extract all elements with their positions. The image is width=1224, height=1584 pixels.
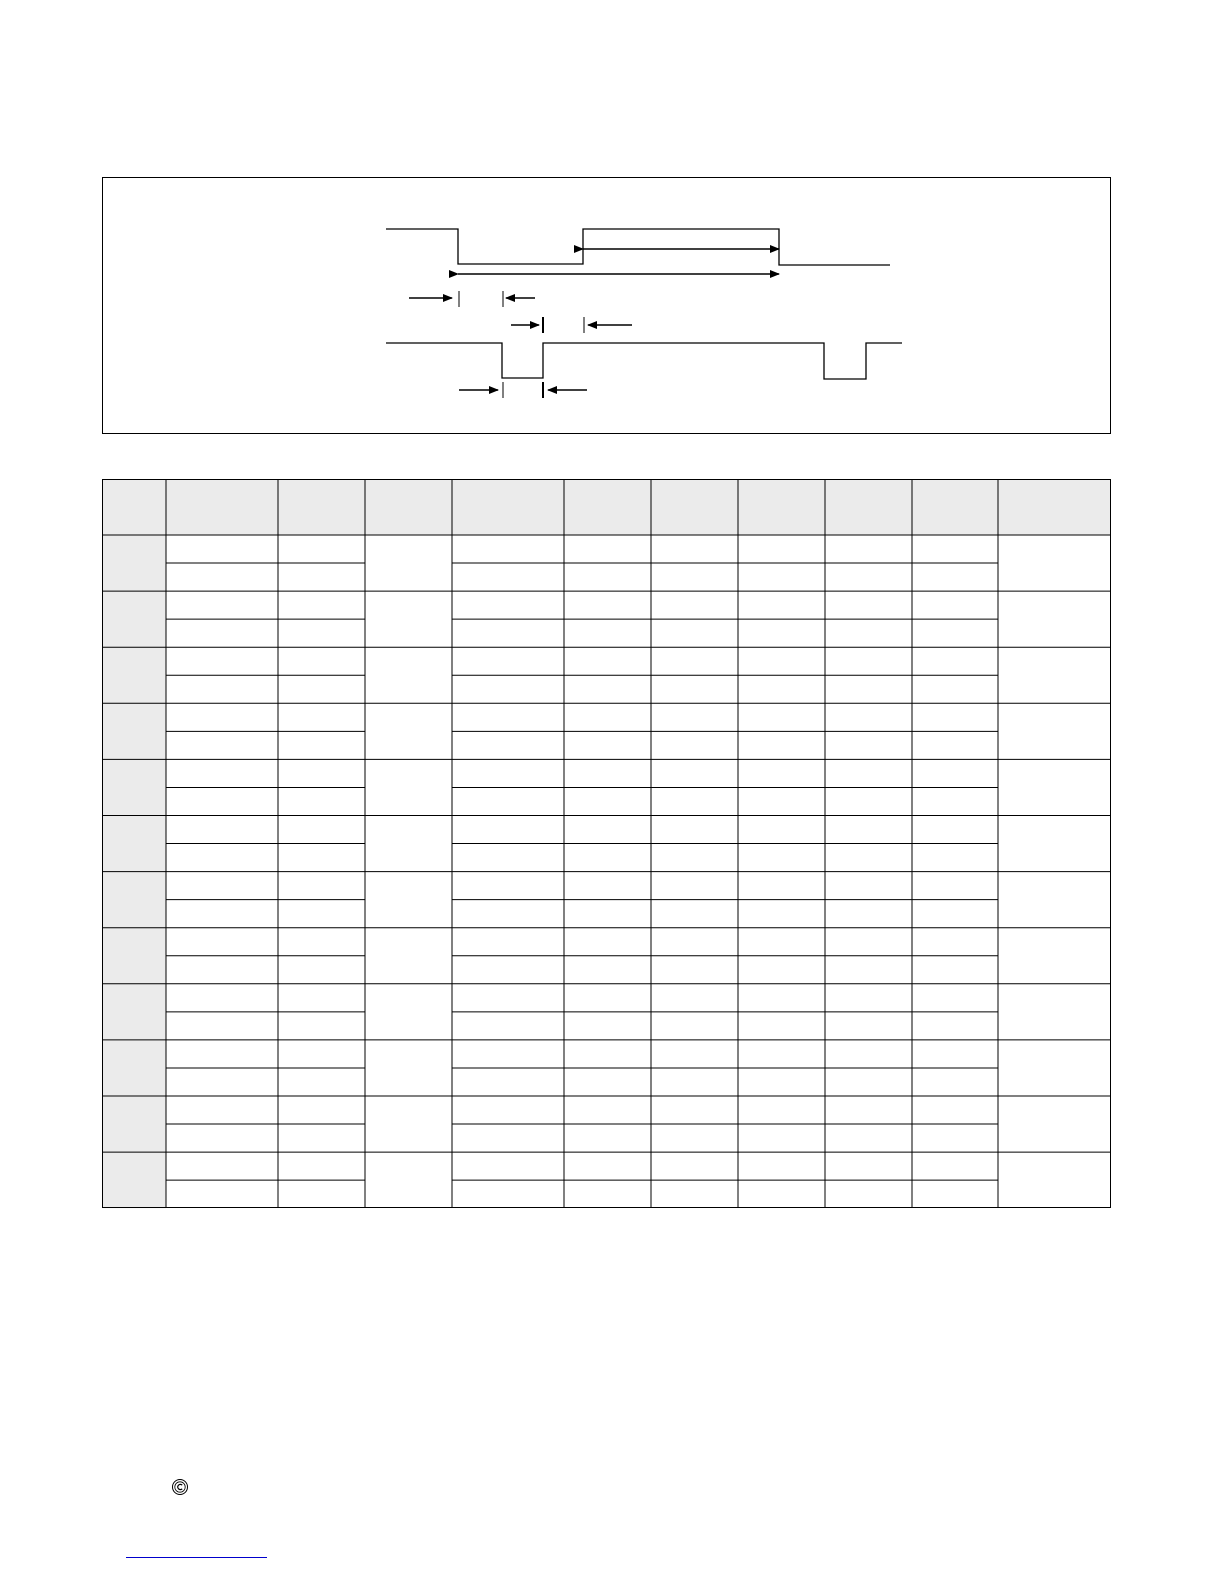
edge-delay-marker-2 — [511, 317, 632, 333]
copyright-icon — [170, 1477, 190, 1497]
edge-delay-marker-1 — [409, 291, 535, 307]
row-group-label-cell — [103, 647, 167, 703]
row-group-label-cell — [103, 591, 167, 647]
row-group-label-cell — [103, 816, 167, 872]
row-group-label-cell — [103, 1152, 167, 1208]
data-table — [102, 479, 1112, 1209]
diagram-frame — [103, 178, 1111, 434]
row-group-label-cell — [103, 928, 167, 984]
row-group-label-cell — [103, 984, 167, 1040]
row-group-label-cell — [103, 872, 167, 928]
row-group-label-cell — [103, 535, 167, 591]
upper-waveform — [386, 229, 890, 265]
row-group-label-cell — [103, 759, 167, 815]
table-header-row — [103, 480, 1111, 536]
lower-waveform — [386, 343, 902, 379]
row-group-label-cell — [103, 703, 167, 759]
pulse-width-marker — [459, 382, 587, 398]
footer-link[interactable] — [126, 1557, 267, 1558]
row-group-label-cell — [103, 1040, 167, 1096]
row-group-label-cell — [103, 1096, 167, 1152]
